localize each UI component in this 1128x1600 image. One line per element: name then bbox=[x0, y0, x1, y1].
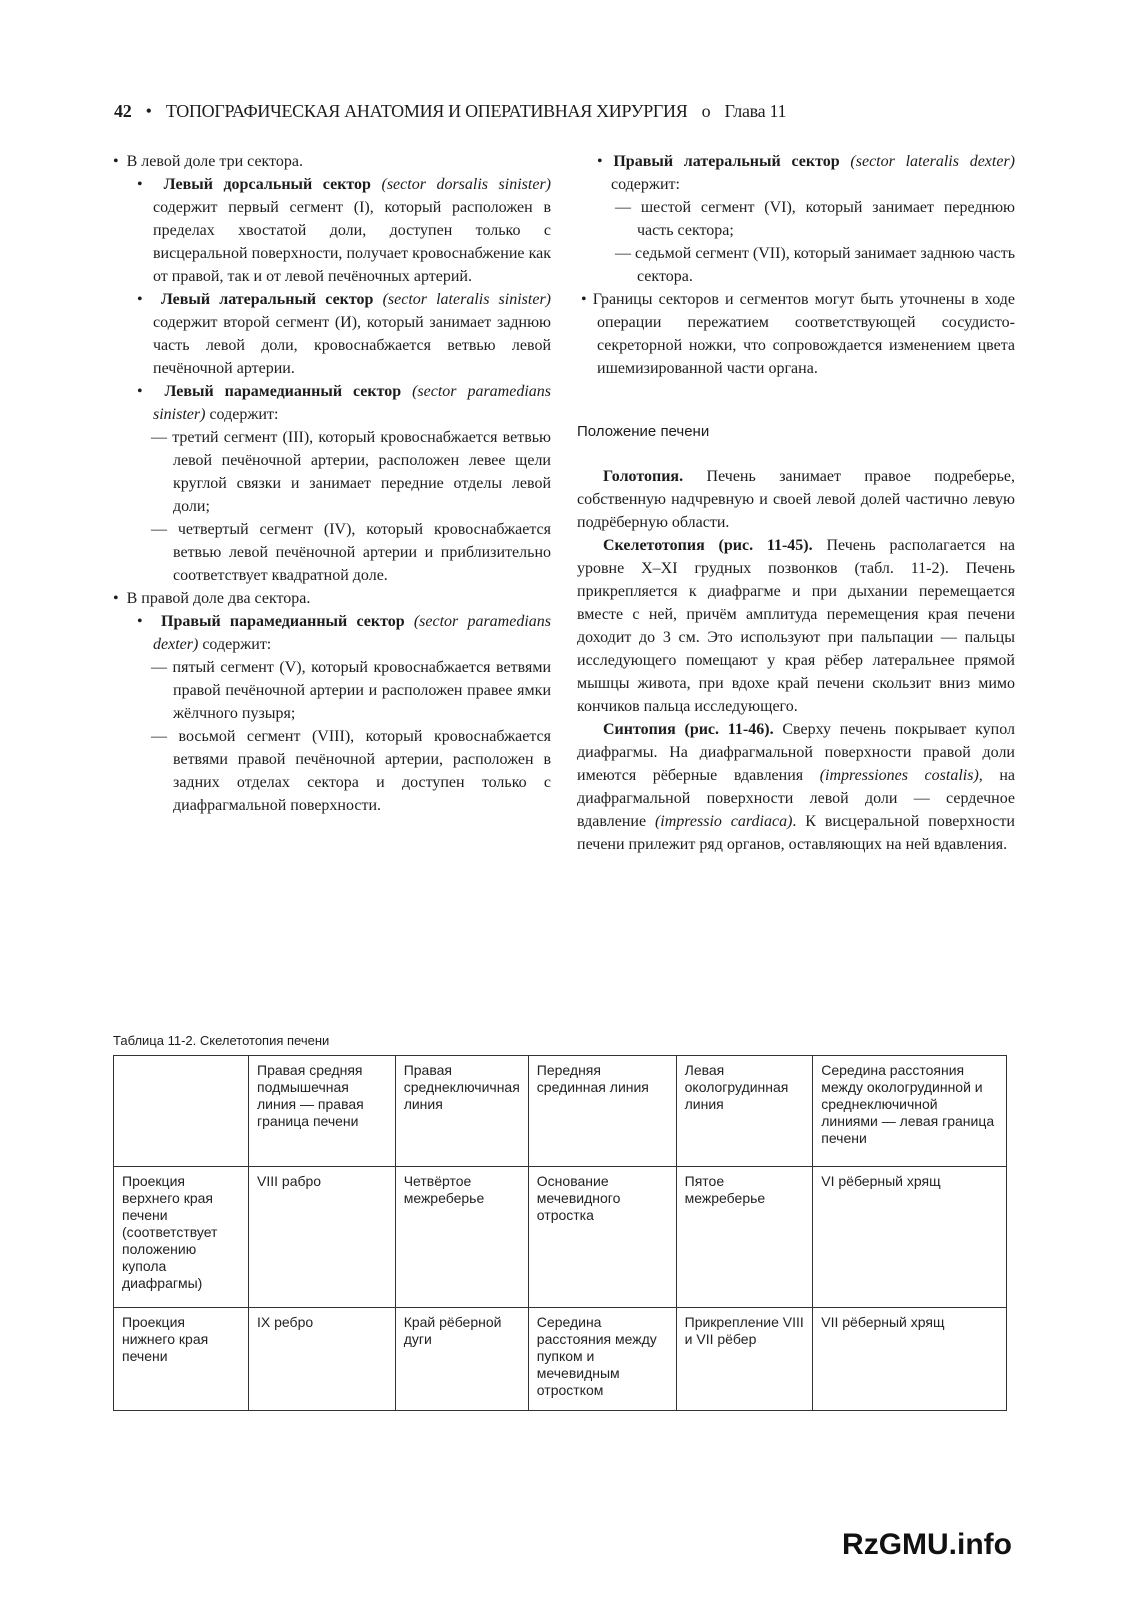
list-item: — пятый сегмент (V), который кровоснабжается ветвями правой печёночной артерии и расположен правее ямки жёлчного пузыря; bbox=[151, 659, 552, 722]
list-item: — четвертый сегмент (IV), который кровоснабжается ветвью левой печёночной артерии и приблизительно соответствует квадратной доле. bbox=[151, 521, 552, 584]
list-item: • Правый парамедианный сектор (sector paramedians dexter) содержит: bbox=[137, 613, 552, 653]
watermark-logo: RzGMU.info bbox=[842, 1528, 1012, 1561]
list-item: • Левый дорсальный сектор (sector dorsalis sinister) содержит первый сегмент (I), который расположен в пределах хвостатой доли, доступен только с висцеральной поверхности, получает кровоснабжение как от правой, так и от левой печёночных артерий. bbox=[137, 176, 552, 285]
table-cell: VIII рабро bbox=[249, 1167, 396, 1308]
page-number: 42 bbox=[114, 101, 132, 121]
table-row bbox=[114, 1308, 1007, 1411]
table-cell: VII рёберный хрящ bbox=[813, 1308, 1007, 1411]
table-cell: Четвёртое межреберье bbox=[395, 1167, 528, 1308]
book-title: ТОПОГРАФИЧЕСКАЯ АНАТОМИЯ И ОПЕРАТИВНАЯ ХИРУРГИЯ bbox=[165, 101, 688, 121]
running-header bbox=[114, 101, 1054, 122]
table-header-cell: Середина расстояния между окологрудинной и среднеключичной линиями — левая граница печени bbox=[813, 1056, 1007, 1167]
table-header-cell: Правая среднеключичная линия bbox=[395, 1056, 528, 1167]
table-cell: Проекция нижнего края печени bbox=[114, 1308, 249, 1411]
table-cell: Пятое межреберье bbox=[676, 1167, 813, 1308]
list-item: — восьмой сегмент (VIII), который кровоснабжается ветвями правой печёночной артерии, расположен в задних отделах сектора и доступен только с диафрагмальной поверхности. bbox=[151, 728, 552, 814]
list-item: • В левой доле три сектора. bbox=[113, 153, 303, 170]
table-cell: Основание мечевидного отростка bbox=[528, 1167, 676, 1308]
list-item: • В правой доле два сектора. bbox=[113, 590, 311, 607]
list-item: • Правый латеральный сектор (sector lateralis dexter) содержит: bbox=[597, 153, 1015, 193]
table-cell: VI рёберный хрящ bbox=[813, 1167, 1007, 1308]
header-bullet: • bbox=[145, 101, 152, 121]
list-item: — шестой сегмент (VI), который занимает переднюю часть сектора; bbox=[615, 199, 1016, 239]
paragraph: Синтопия (рис. 11-46). Сверху печень покрывает купол диафрагмы. На диафрагмальной поверхности правой доли имеются рёберные вдавления (impressiones costalis), на диафрагмальной поверхности левой доли — сердечное вдавление (impressio cardiaca). К висцеральной поверхности печени прилежит ряд органов, оставляющих на ней вдавления. bbox=[577, 721, 1016, 853]
table-header-cell: Правая средняя подмышечная линия — правая граница печени bbox=[249, 1056, 396, 1167]
table-caption: Таблица 11-2. Скелетотопия печени bbox=[113, 1033, 330, 1048]
table-header-cell: Левая окологрудинная линия bbox=[676, 1056, 813, 1167]
list-item: • Левый латеральный сектор (sector lateralis sinister) содержит второй сегмент (И), который занимает заднюю часть левой доли, кровоснабжается ветвью левой печёночной артерии. bbox=[137, 291, 552, 377]
table-cell: Прикрепление VIII и VII рёбер bbox=[676, 1308, 813, 1411]
paragraph: Голотопия. Печень занимает правое подреберье, собственную надчревную и своей левой долей частично левую подрёберную области. bbox=[577, 468, 1016, 531]
table-header-row bbox=[114, 1056, 1007, 1167]
section-heading: Положение печени bbox=[577, 423, 710, 440]
table-cell: Середина расстояния между пупком и мечевидным отростком bbox=[528, 1308, 676, 1411]
table-header-cell bbox=[114, 1056, 249, 1167]
paragraph: Скелетотопия (рис. 11-45). Печень располагается на уровне X–XI грудных позвонков (табл. 11-2). Печень прикрепляется к диафрагме и при дыхании перемещается вместе с ней, причём амплитуда перемещения края печени доходит до 3 см. Это используют при пальпации — пальцы исследующего помещают у края рёбер латеральнее прямой мышцы живота, при вдохе край печени скользит вниз мимо кончиков пальца исследующего. bbox=[577, 537, 1016, 715]
list-item: — третий сегмент (III), который кровоснабжается ветвью левой печёночной артерии, расположен левее щели круглой связки и занимает передние отделы левой доли; bbox=[151, 429, 552, 515]
left-column bbox=[113, 150, 551, 817]
table-row bbox=[114, 1167, 1007, 1308]
table-cell: Проекция верхнего края печени (соответствует положению купола диафрагмы) bbox=[114, 1167, 249, 1308]
list-item: — седьмой сегмент (VII), который занимает заднюю часть сектора. bbox=[615, 245, 1015, 285]
table-cell: Край рёберной дуги bbox=[395, 1308, 528, 1411]
right-column bbox=[577, 150, 1015, 856]
table-header-cell: Передняя срединная линия bbox=[528, 1056, 676, 1167]
list-item: • Левый парамедианный сектор (sector paramedians sinister) содержит: bbox=[137, 383, 552, 423]
header-separator: о bbox=[701, 101, 711, 121]
table-cell: IX ребро bbox=[249, 1308, 396, 1411]
list-item: • Границы секторов и сегментов могут быть уточнены в ходе операции пережатием соответствующей сосудисто-секреторной ножки, что сопровождается изменением цвета ишемизированной части органа. bbox=[581, 291, 1015, 377]
chapter-label: Глава 11 bbox=[724, 101, 787, 121]
skeletotopy-table bbox=[113, 1055, 1007, 1411]
